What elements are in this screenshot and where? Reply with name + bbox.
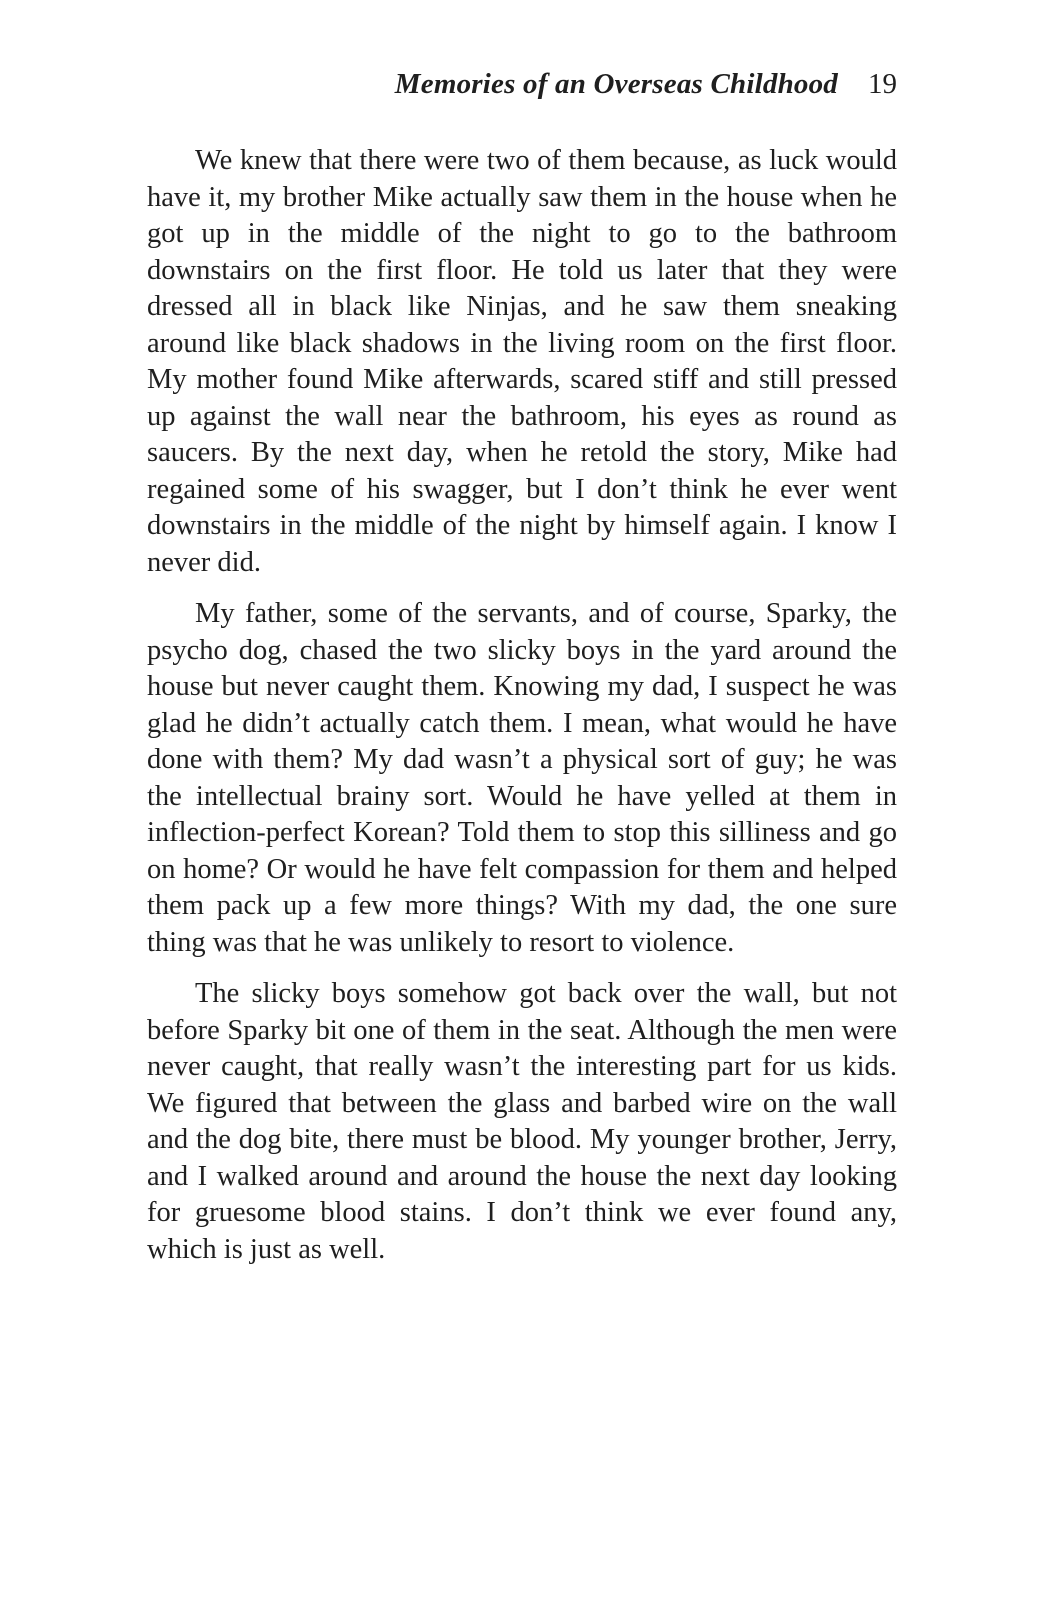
page-number: 19: [868, 68, 897, 100]
running-head: [147, 66, 897, 102]
paragraph-3: The slicky boys somehow got back over the wall, but not before Sparky bit one of them in the seat. Although the men were never caught, that really wasn’t the interesting part for us kids. We figured that between the glass and barbed wire on the wall and the dog bite, there must be blood. My younger brother, Jerry, and I walked around and around the house the next day looking for gruesome blood stains. I don’t think we ever found any, which is just as well.: [147, 978, 897, 1265]
paragraph-2: My father, some of the servants, and of course, Sparky, the psycho dog, chased the two slicky boys in the yard around the house but never caught them. Knowing my dad, I suspect he was glad he didn’t actually catch them. I mean, what would he have done with them? My dad wasn’t a physical sort of guy; he was the intellectual brainy sort. Would he have yelled at them in inflection-perfect Korean? Told them to stop this silliness and go on home? Or would he have felt compassion for them and helped them pack up a few more things? With my dad, the one sure thing was that he was unlikely to resort to violence.: [147, 598, 897, 958]
page-body: [147, 143, 897, 1268]
paragraph-1: We knew that there were two of them because, as luck would have it, my brother Mike actually saw them in the house when he got up in the middle of the night to go to the bathroom downstairs on the first floor. He told us later that they were dressed all in black like Ninjas, and he saw them sneaking around like black shadows in the living room on the first floor. My mother found Mike afterwards, scared stiff and still pressed up against the wall near the bathroom, his eyes as round as saucers. By the next day, when he retold the story, Mike had regained some of his swagger, but I don’t think he ever went downstairs in the middle of the night by himself again. I know I never did.: [147, 145, 897, 578]
running-head-title: Memories of an Overseas Childhood: [394, 68, 838, 100]
text-column: [147, 0, 897, 1268]
